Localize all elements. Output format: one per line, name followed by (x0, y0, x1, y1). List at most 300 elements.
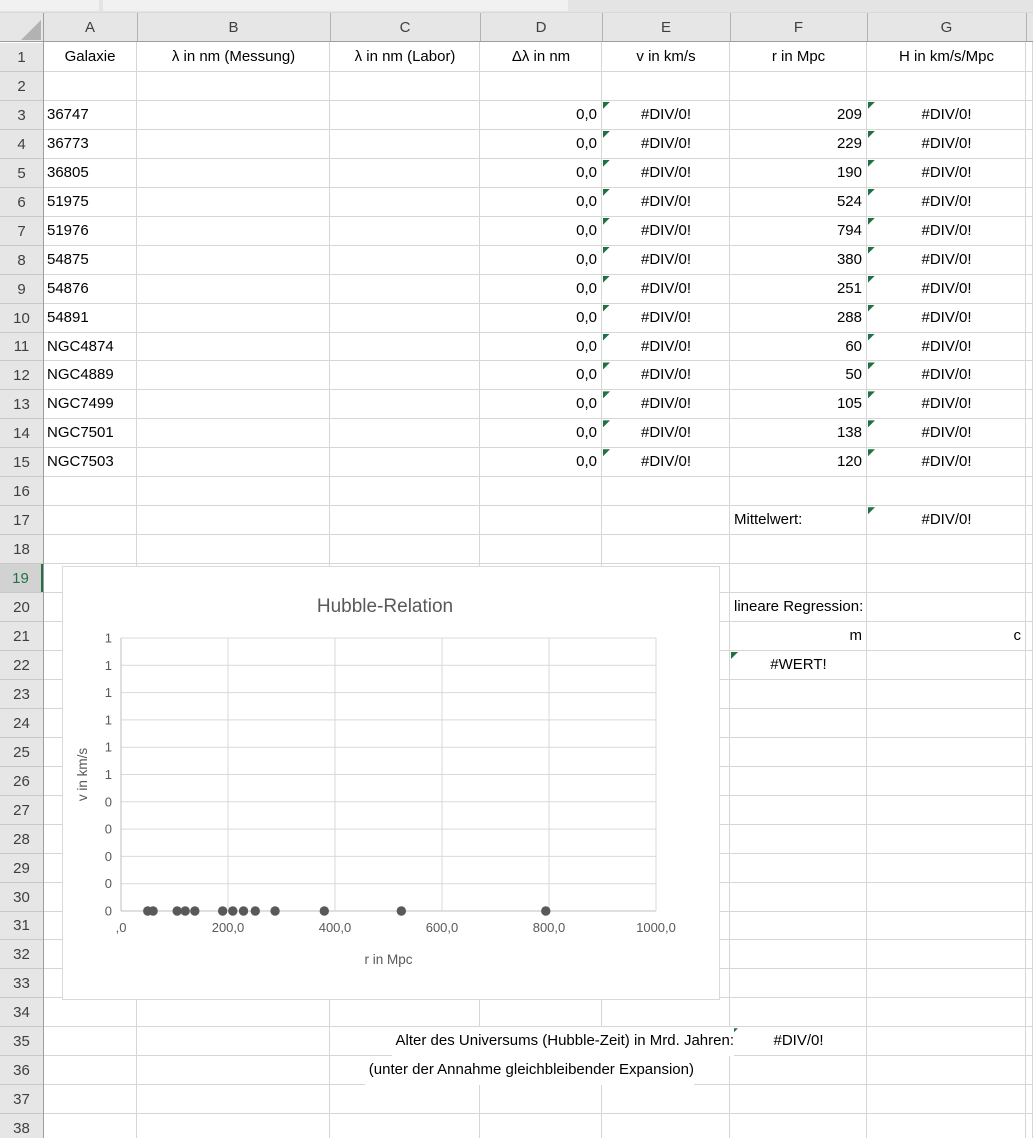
row-header-separator (0, 795, 43, 796)
row-header-separator (0, 476, 43, 477)
row-header-32[interactable]: 32 (0, 940, 43, 969)
row-header-separator (0, 158, 43, 159)
row-header-38[interactable]: 38 (0, 1114, 43, 1138)
row-header-separator (0, 129, 43, 130)
row-header-23[interactable]: 23 (0, 680, 43, 709)
cell-text: #DIV/0! (921, 511, 972, 529)
error-indicator-icon (603, 334, 610, 341)
cell-F13[interactable] (730, 390, 867, 419)
data-point[interactable] (397, 906, 406, 915)
cell-text: #DIV/0! (640, 134, 692, 152)
row-header-separator (0, 505, 43, 506)
cell-F10[interactable] (730, 304, 867, 333)
cell-B1[interactable] (137, 43, 330, 72)
cell-text: #DIV/0! (921, 250, 972, 268)
y-tick-label: 1 (104, 767, 112, 782)
hubble-chart-svg (63, 567, 719, 999)
error-indicator-icon (603, 391, 610, 398)
cell-text: v in km/s (636, 48, 696, 65)
cell-text: #DIV/0! (640, 163, 692, 181)
cell-F3[interactable] (730, 101, 867, 130)
cell-text: lineare Regression: (734, 598, 864, 616)
cell-D10[interactable] (480, 304, 602, 333)
column-header-separator (602, 13, 603, 42)
cell-F12[interactable] (730, 361, 867, 390)
data-point[interactable] (143, 906, 152, 915)
cell-text: #DIV/0! (640, 337, 692, 355)
row-header-separator (0, 968, 43, 969)
data-point[interactable] (181, 906, 190, 915)
row-header-2[interactable]: 2 (0, 72, 43, 101)
column-header-D[interactable]: D (480, 13, 602, 42)
column-header-separator (137, 13, 138, 42)
row-header-27[interactable]: 27 (0, 796, 43, 825)
cell-text: #DIV/0! (921, 163, 972, 181)
error-indicator-icon (603, 131, 610, 138)
column-header-F[interactable]: F (730, 13, 867, 42)
row-header-17[interactable]: 17 (0, 506, 43, 535)
row-header-separator (0, 1055, 43, 1056)
cell-G11[interactable] (867, 333, 1026, 362)
row-header-separator (0, 418, 43, 419)
cell-G12[interactable] (867, 361, 1026, 390)
y-tick-label: 0 (104, 821, 112, 837)
cell-text: 0,0 (576, 424, 597, 442)
error-indicator-icon (868, 160, 875, 167)
cell-F6[interactable] (730, 188, 867, 217)
row-header-33[interactable]: 33 (0, 969, 43, 998)
row-header-separator (0, 621, 43, 622)
cell-E1[interactable] (602, 43, 730, 72)
column-header-G[interactable]: G (867, 13, 1026, 42)
row-header-separator (0, 824, 43, 825)
row-header-15[interactable]: 15 (0, 448, 43, 477)
row-header-20[interactable]: 20 (0, 593, 43, 622)
cell-G14[interactable] (867, 419, 1026, 448)
row-header-separator (0, 882, 43, 883)
row-header-14[interactable]: 14 (0, 419, 43, 448)
row-header-separator (0, 911, 43, 912)
cell-F11[interactable] (730, 333, 867, 362)
row-header-separator (0, 187, 43, 188)
cell-text: #DIV/0! (640, 395, 692, 413)
cell-G17[interactable] (867, 506, 1026, 535)
row-header-5[interactable]: 5 (0, 159, 43, 188)
cell-G4[interactable] (867, 130, 1026, 159)
data-point[interactable] (239, 906, 248, 915)
row-header-separator (0, 563, 43, 564)
cell-E4[interactable] (602, 130, 730, 159)
cell-text: #DIV/0! (773, 1032, 824, 1050)
cell-text: r in Mpc (771, 48, 826, 65)
row-header-separator (0, 650, 43, 651)
cell-text: λ in nm (Labor) (354, 48, 456, 65)
cell-text: #DIV/0! (921, 221, 972, 239)
cell-F5[interactable] (730, 159, 867, 188)
cell-F15[interactable] (730, 448, 867, 477)
column-header-E[interactable]: E (602, 13, 730, 42)
cell-E6[interactable] (602, 188, 730, 217)
header-bottom-line (0, 41, 1033, 42)
row-header-separator (0, 997, 43, 998)
cell-text: 60 (845, 337, 862, 355)
cell-D15[interactable] (480, 448, 602, 477)
cell-text: #DIV/0! (921, 453, 972, 471)
error-indicator-icon (603, 305, 610, 312)
cell-text: 524 (836, 192, 862, 210)
name-box-bottom (0, 0, 99, 11)
cell-text: #DIV/0! (640, 250, 692, 268)
cell-text: 36747 (47, 105, 89, 123)
row-header-6[interactable]: 6 (0, 188, 43, 217)
column-header-separator (1026, 13, 1027, 42)
cell-text: 0,0 (576, 134, 597, 152)
row-header-7[interactable]: 7 (0, 217, 43, 246)
cell-D9[interactable] (480, 275, 602, 304)
cell-text: 0,0 (576, 279, 597, 297)
y-tick-label: 1 (104, 630, 112, 646)
cell-G3[interactable] (867, 101, 1026, 130)
row-header-25[interactable]: 25 (0, 738, 43, 767)
cell-text: #DIV/0! (921, 395, 972, 413)
cell-text: #DIV/0! (640, 221, 692, 239)
cell-text: #DIV/0! (921, 192, 972, 210)
cell-text: #DIV/0! (640, 308, 692, 326)
cell-D5[interactable] (480, 159, 602, 188)
cell-F21[interactable] (730, 622, 867, 651)
column-header-B[interactable]: B (137, 13, 330, 42)
cell-G1[interactable] (867, 43, 1026, 72)
row-header-separator (0, 708, 43, 709)
chart-title[interactable]: Hubble-Relation (316, 596, 454, 617)
cell-D3[interactable] (480, 101, 602, 130)
cell-D6[interactable] (480, 188, 602, 217)
cell-A15[interactable] (43, 448, 137, 477)
row-header-28[interactable]: 28 (0, 825, 43, 854)
cell-G21[interactable] (867, 622, 1026, 651)
cell-F9[interactable] (730, 275, 867, 304)
cell-E9[interactable] (602, 275, 730, 304)
formula-bar-bottom-strip (0, 0, 1033, 13)
y-tick-label: 1 (104, 712, 112, 728)
cell-text: #DIV/0! (640, 453, 692, 471)
gridline (43, 563, 1033, 564)
cell-text: NGC7503 (47, 453, 114, 471)
cell-F1[interactable] (730, 43, 867, 72)
error-indicator-icon (603, 160, 610, 167)
cell-text: 0,0 (576, 250, 597, 268)
cell-text: Mittelwert: (734, 511, 803, 529)
row-header-separator (0, 534, 43, 535)
row-header-35[interactable]: 35 (0, 1027, 43, 1056)
cell-A3[interactable] (43, 101, 137, 130)
cell-A4[interactable] (43, 130, 137, 159)
cell-E8[interactable] (602, 246, 730, 275)
row-header-separator (0, 100, 43, 101)
row-header-separator (0, 303, 43, 304)
data-point[interactable] (218, 906, 227, 915)
cell-F35[interactable] (730, 1027, 867, 1056)
y-tick-label: 0 (104, 903, 112, 919)
row-header-24[interactable]: 24 (0, 709, 43, 738)
cell-D1[interactable] (480, 43, 602, 72)
cell-text: #DIV/0! (640, 105, 692, 123)
cell-text: 794 (836, 221, 862, 239)
data-point[interactable] (190, 906, 199, 915)
cell-D7[interactable] (480, 217, 602, 246)
cell-text: 288 (836, 308, 862, 326)
cell-E14[interactable] (602, 419, 730, 448)
row-header-26[interactable]: 26 (0, 767, 43, 796)
row-header-11[interactable]: 11 (0, 333, 43, 362)
cell-text: 0,0 (576, 192, 597, 210)
cell-text: λ in nm (Messung) (171, 48, 296, 65)
data-point[interactable] (251, 906, 260, 915)
x-tick-label: 800,0 (532, 920, 566, 935)
row-header-separator (0, 737, 43, 738)
row-header-separator (0, 216, 43, 217)
row-header-separator (0, 592, 43, 593)
error-indicator-icon (868, 334, 875, 341)
error-indicator-icon (868, 507, 875, 514)
y-axis-title[interactable]: v in km/s (75, 747, 90, 802)
row-header-separator (0, 389, 43, 390)
row-header-13[interactable]: 13 (0, 390, 43, 419)
cell-G5[interactable] (867, 159, 1026, 188)
gridline (43, 1113, 1033, 1114)
cell-A10[interactable] (43, 304, 137, 333)
cell-F17[interactable] (730, 506, 867, 535)
row-header-separator (0, 274, 43, 275)
row-header-separator (0, 71, 43, 72)
cell-A9[interactable] (43, 275, 137, 304)
cell-text: 0,0 (576, 395, 597, 413)
cell-text: c (1013, 627, 1021, 644)
column-header-separator (867, 13, 868, 42)
cell-D11[interactable] (480, 333, 602, 362)
row-header-1[interactable]: 1 (0, 43, 43, 72)
cell-text: 0,0 (576, 105, 597, 123)
cell-text: #DIV/0! (921, 308, 972, 326)
cell-A13[interactable] (43, 390, 137, 419)
cell-A6[interactable] (43, 188, 137, 217)
error-indicator-icon (603, 420, 610, 427)
row-header-8[interactable]: 8 (0, 246, 43, 275)
error-indicator-icon (868, 305, 875, 312)
error-indicator-icon (603, 102, 610, 109)
data-point[interactable] (228, 906, 237, 915)
row-header-separator (0, 447, 43, 448)
cell-text: #DIV/0! (921, 424, 972, 442)
error-indicator-icon (603, 189, 610, 196)
cell-text: 229 (836, 134, 862, 152)
column-header-C[interactable]: C (330, 13, 480, 42)
error-indicator-icon (603, 247, 610, 254)
cell-E7[interactable] (602, 217, 730, 246)
cell-F7[interactable] (730, 217, 867, 246)
y-tick-label: 1 (104, 685, 112, 701)
cell-text: 54891 (47, 308, 89, 326)
error-indicator-icon (868, 391, 875, 398)
error-indicator-icon (868, 189, 875, 196)
row-header-29[interactable]: 29 (0, 854, 43, 883)
row-header-31[interactable]: 31 (0, 912, 43, 941)
row-header-separator (0, 679, 43, 680)
cell-E12[interactable] (602, 361, 730, 390)
cell-text: #DIV/0! (921, 134, 972, 152)
row-header-separator (0, 1084, 43, 1085)
column-header-H-partial[interactable] (1026, 13, 1033, 42)
x-tick-label: ,0 (115, 920, 127, 935)
cell-text: 51975 (47, 192, 89, 210)
select-all-corner[interactable] (0, 13, 43, 42)
cell-G10[interactable] (867, 304, 1026, 333)
cell-text: 120 (836, 453, 862, 471)
row-header-36[interactable]: 36 (0, 1056, 43, 1085)
cell-text: #DIV/0! (921, 366, 972, 384)
cell-A7[interactable] (43, 217, 137, 246)
y-tick-label: 0 (104, 876, 112, 892)
data-point[interactable] (541, 906, 550, 915)
cell-text: #DIV/0! (921, 337, 972, 355)
row-header-separator (0, 939, 43, 940)
cell-text: 0,0 (576, 337, 597, 355)
error-indicator-icon (868, 131, 875, 138)
cell-F20[interactable] (730, 593, 867, 622)
row-header-right-line (43, 13, 44, 1138)
data-point[interactable] (172, 906, 181, 915)
row-header-4[interactable]: 4 (0, 130, 43, 159)
cell-text: NGC4874 (47, 337, 114, 355)
cell-D12[interactable] (480, 361, 602, 390)
row-header-separator (0, 1113, 43, 1114)
error-indicator-icon (731, 652, 738, 659)
cell-A14[interactable] (43, 419, 137, 448)
cell-text: #DIV/0! (640, 366, 692, 384)
cell-A1[interactable] (43, 43, 137, 72)
cell-text: H in km/s/Mpc (898, 48, 994, 65)
cell-D14[interactable] (480, 419, 602, 448)
cell-text: 0,0 (576, 163, 597, 181)
x-tick-label: 600,0 (425, 920, 459, 935)
cell-E15[interactable] (602, 448, 730, 477)
cell-C1[interactable] (330, 43, 480, 72)
cell-D4[interactable] (480, 130, 602, 159)
error-indicator-icon (603, 276, 610, 283)
cell-text: 138 (836, 424, 862, 442)
cell-text: #DIV/0! (640, 192, 692, 210)
select-all-triangle-icon (21, 20, 41, 40)
cell-A5[interactable] (43, 159, 137, 188)
column-header-A[interactable]: A (43, 13, 137, 42)
row-header-12[interactable]: 12 (0, 361, 43, 390)
row-header-18[interactable]: 18 (0, 535, 43, 564)
cell-text: #WERT! (770, 655, 827, 673)
cell-text: 50 (845, 366, 862, 384)
cell-text: NGC4889 (47, 366, 114, 384)
row-header-9[interactable]: 9 (0, 275, 43, 304)
cell-F8[interactable] (730, 246, 867, 275)
cell-G9[interactable] (867, 275, 1026, 304)
cell-A11[interactable] (43, 333, 137, 362)
row-header-separator (0, 360, 43, 361)
cell-text: NGC7499 (47, 395, 114, 413)
cell-E3[interactable] (602, 101, 730, 130)
cell-F14[interactable] (730, 419, 867, 448)
cell-text: 36805 (47, 163, 89, 181)
cell-text: 105 (836, 395, 862, 413)
annotation-row36: (unter der Annahme gleichbleibender Expansion) (365, 1056, 694, 1085)
cell-E13[interactable] (602, 390, 730, 419)
data-point[interactable] (270, 906, 279, 915)
row-header-separator (0, 1026, 43, 1027)
row-header-3[interactable]: 3 (0, 101, 43, 130)
cell-A8[interactable] (43, 246, 137, 275)
error-indicator-icon (868, 247, 875, 254)
cell-A12[interactable] (43, 361, 137, 390)
cell-text: 380 (836, 250, 862, 268)
cell-text: 0,0 (576, 453, 597, 471)
row-header-30[interactable]: 30 (0, 883, 43, 912)
cell-text: 251 (836, 279, 862, 297)
cell-text: 54876 (47, 279, 89, 297)
cell-G15[interactable] (867, 448, 1026, 477)
cell-G6[interactable] (867, 188, 1026, 217)
x-tick-label: 1000,0 (636, 920, 676, 935)
row-header-19[interactable]: 19 (0, 564, 43, 593)
cell-text: #DIV/0! (921, 279, 972, 297)
cell-text: 0,0 (576, 221, 597, 239)
y-tick-label: 0 (104, 794, 112, 810)
cell-G13[interactable] (867, 390, 1026, 419)
row-header-34[interactable]: 34 (0, 998, 43, 1027)
cell-text: Δλ in nm (511, 48, 571, 65)
row-header-separator (0, 245, 43, 246)
cell-text: m (849, 627, 862, 644)
hubble-chart[interactable] (62, 566, 720, 1000)
cell-F4[interactable] (730, 130, 867, 159)
cell-text: 54875 (47, 250, 89, 268)
x-axis-title[interactable]: r in Mpc (364, 952, 413, 967)
row-header-22[interactable]: 22 (0, 651, 43, 680)
error-indicator-icon (603, 218, 610, 225)
cell-G8[interactable] (867, 246, 1026, 275)
row-header-37[interactable]: 37 (0, 1085, 43, 1114)
column-header-separator (330, 13, 331, 42)
cell-text: NGC7501 (47, 424, 114, 442)
cell-text: #DIV/0! (921, 105, 972, 123)
cell-F22[interactable] (730, 651, 867, 680)
error-indicator-icon (603, 362, 610, 369)
row-header-separator (0, 766, 43, 767)
cell-D8[interactable] (480, 246, 602, 275)
cell-E11[interactable] (602, 333, 730, 362)
cell-G7[interactable] (867, 217, 1026, 246)
data-point[interactable] (320, 906, 329, 915)
x-tick-label: 400,0 (318, 920, 352, 935)
error-indicator-icon (603, 449, 610, 456)
cell-E10[interactable] (602, 304, 730, 333)
row-header-16[interactable]: 16 (0, 477, 43, 506)
row-header-21[interactable]: 21 (0, 622, 43, 651)
error-indicator-icon (868, 420, 875, 427)
y-tick-label: 1 (104, 739, 112, 755)
cell-D13[interactable] (480, 390, 602, 419)
row-header-10[interactable]: 10 (0, 304, 43, 333)
y-tick-label: 1 (104, 657, 112, 673)
error-indicator-icon (868, 276, 875, 283)
cell-E5[interactable] (602, 159, 730, 188)
